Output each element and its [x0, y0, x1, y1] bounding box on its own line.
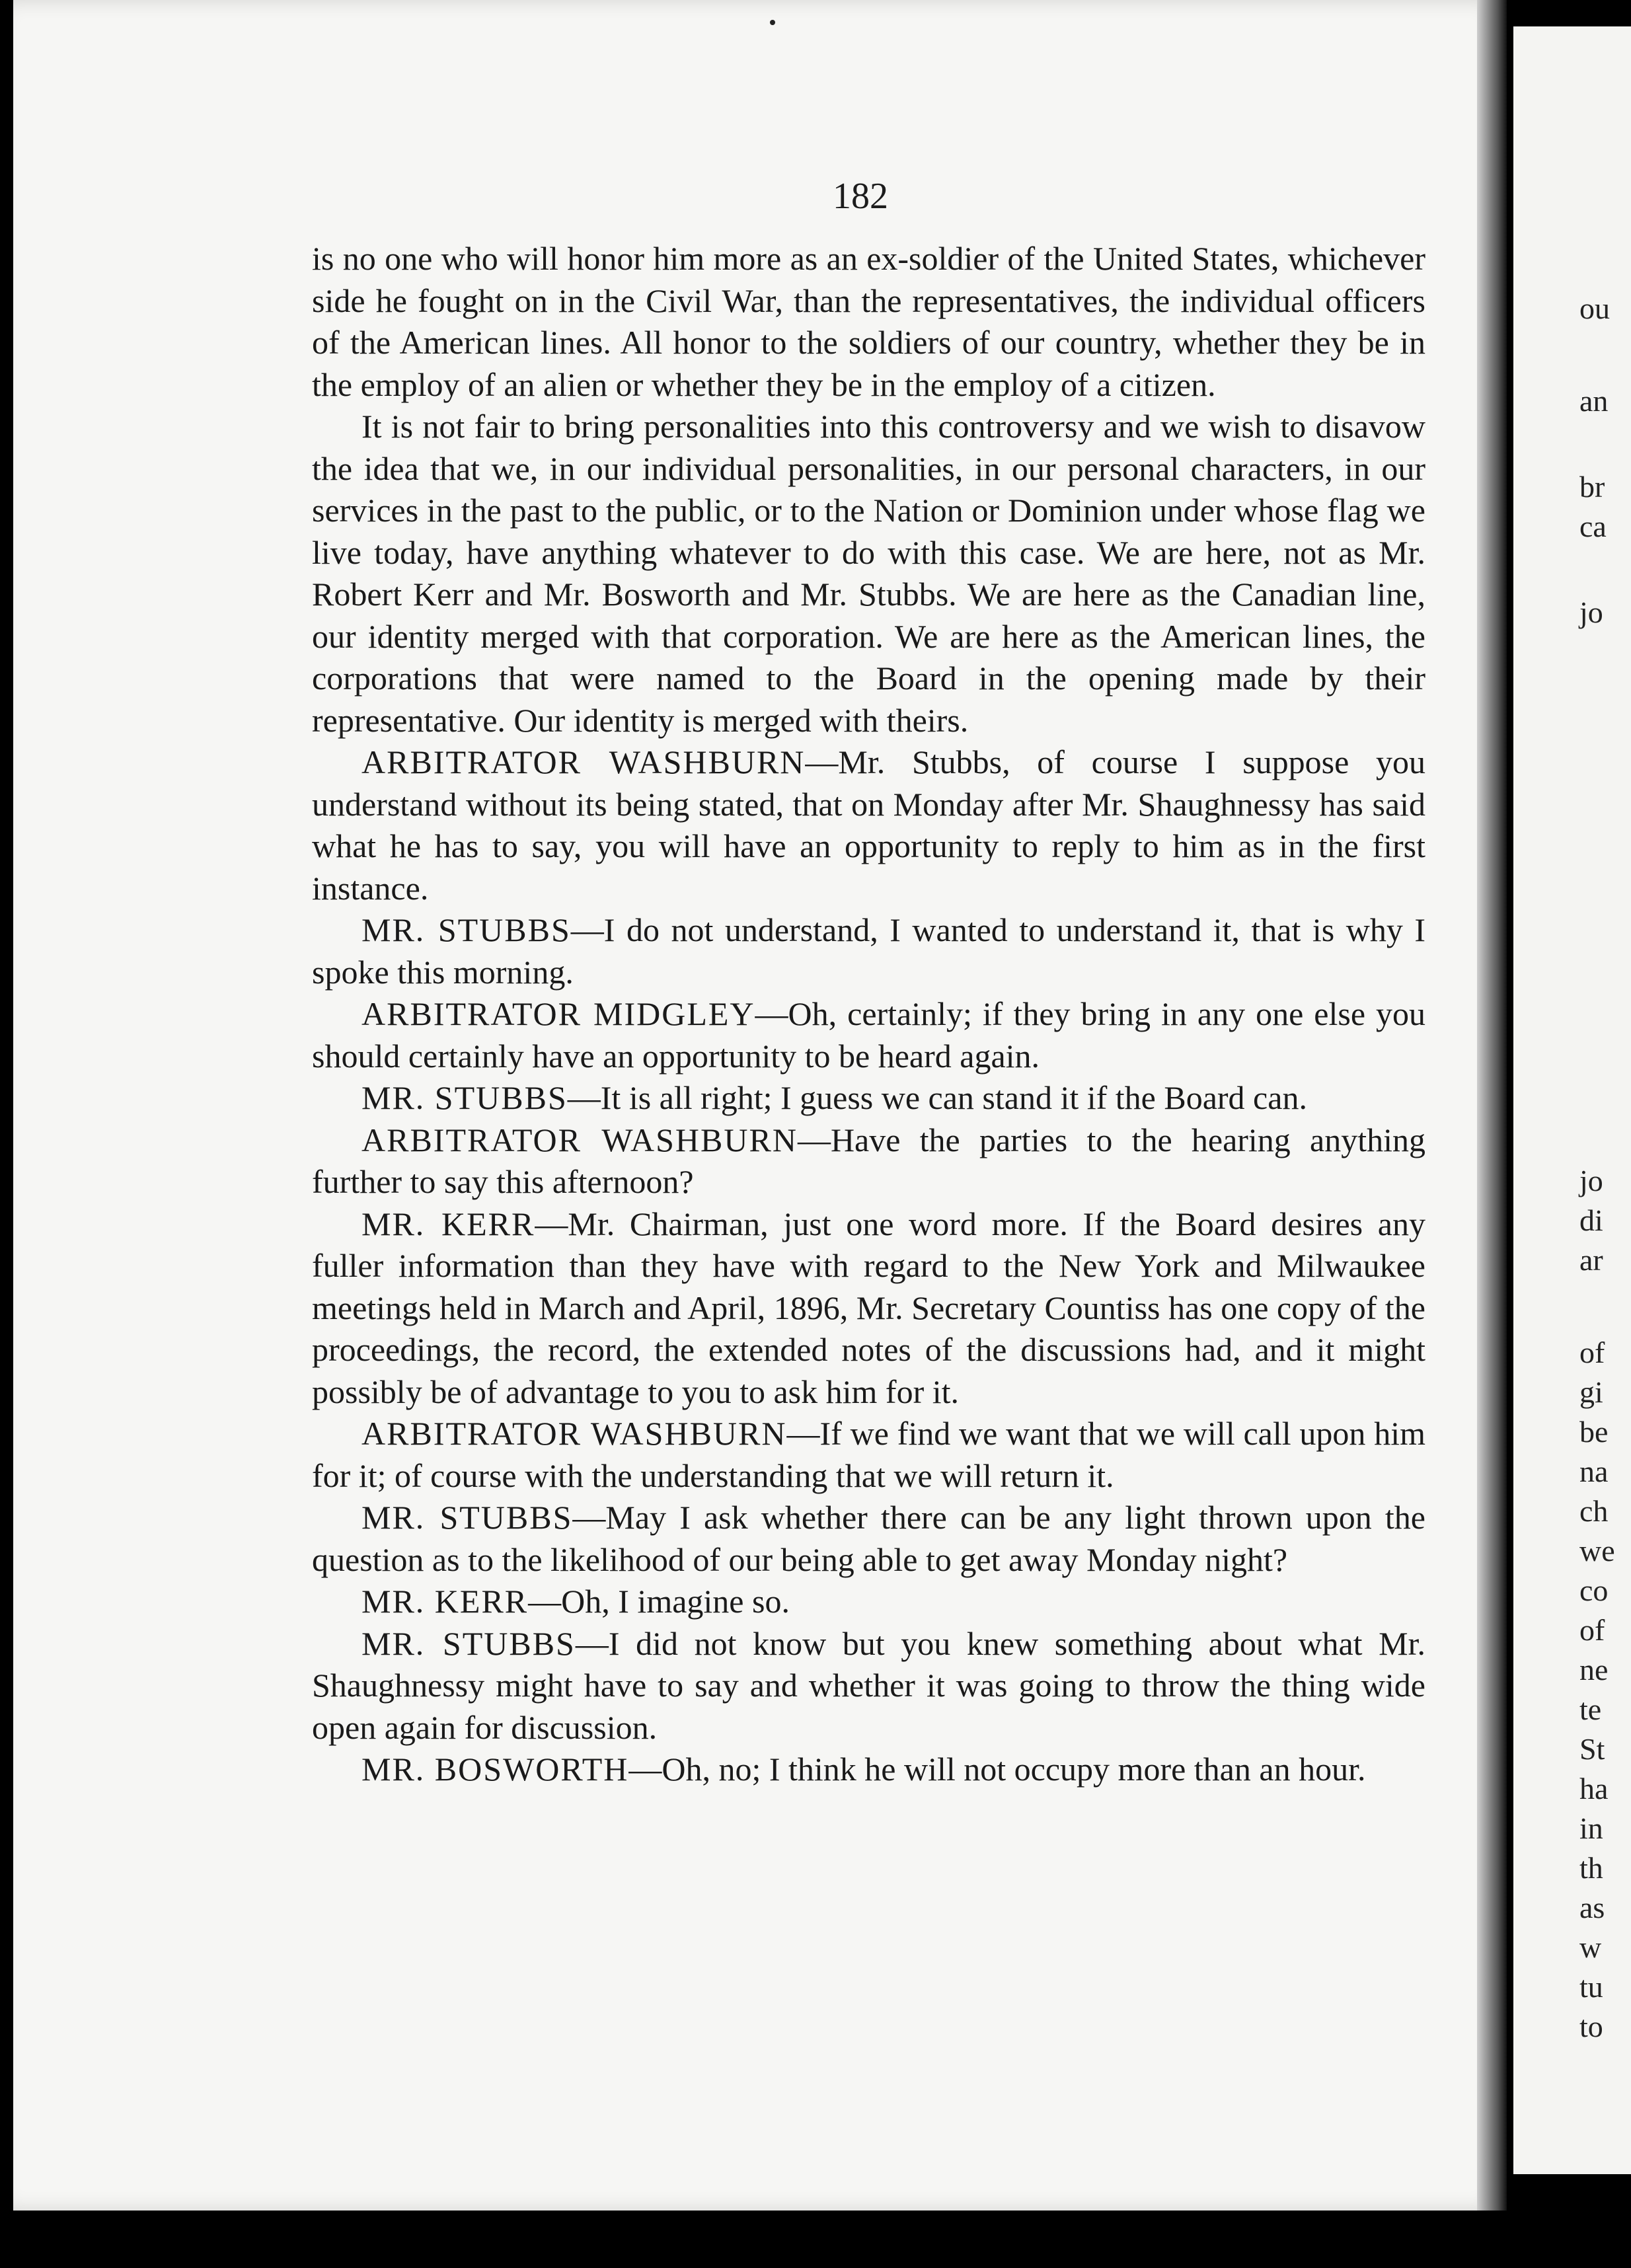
right-page-fragment: na [1579, 1455, 1609, 1488]
paragraph-text: is no one who will honor him more as an ex-soldier of the United States, whichever side he fought on in the Civil War, than the representatives, the individual officers of the American lines. All honor to the soldiers of our country, whether they be in the employ of an alien or whether they be in the employ of a citizen. [312, 240, 1425, 403]
speaker-name: MR. KERR [361, 1583, 529, 1620]
right-page-fragment: an [1579, 384, 1609, 418]
paragraph [312, 909, 1425, 993]
right-page-fragment: gi [1579, 1375, 1603, 1409]
paragraph [312, 1581, 1425, 1623]
speaker-name: ARBITRATOR WASHBURN [361, 1415, 787, 1452]
paragraph-text: It is not fair to bring personalities into this controversy and we wish to disavow the idea that we, in our individual personalities, in our personal characters, in our services in the past to the public, or to the Nation or Dominion under whose flag we live today, have anything whatever to do with this case. We are here, not as Mr. Robert Kerr and Mr. Bosworth and Mr. Stubbs. We are here as the Canadian line, our identity merged with that corporation. We are here as the American lines, the corporations that were named to the Board in the opening made by their representative. Our identity is merged with theirs. [312, 408, 1425, 739]
right-page-fragment: St [1579, 1732, 1605, 1766]
right-page-edge [1513, 26, 1631, 2174]
right-page-fragment: we [1579, 1534, 1615, 1568]
right-page-fragment: di [1579, 1203, 1603, 1237]
speaker-name: MR. STUBBS [361, 1079, 568, 1116]
book-spine [1477, 0, 1507, 2211]
paragraph-text: —Have the parties to the hearing anything further to say this afternoon? [312, 1121, 1426, 1200]
paragraph-text: —May I ask whether there can be any light thrown upon the question as to the likelihood of our being able to get away Monday night? [312, 1499, 1426, 1578]
right-page-fragment: ha [1579, 1772, 1609, 1805]
ink-dot [770, 20, 775, 25]
paragraph-text: —Mr. Stubbs, of course I suppose you understand without its being stated, that on Monday after Mr. Shaughnessy has said what he has to say, you will have an opportunity to reply to him as in the first instance. [312, 743, 1425, 907]
right-page-fragment: tu [1579, 1970, 1603, 2004]
right-page-fragment: br [1579, 470, 1605, 504]
speaker-name: MR. BOSWORTH [361, 1751, 629, 1788]
right-page-fragment: ne [1579, 1653, 1609, 1686]
speaker-name: ARBITRATOR WASHBURN [361, 1121, 798, 1158]
paragraph-text: —Mr. Chairman, just one word more. If the Board desires any fuller information than they have with regard to the New York and Milwaukee meetings held in March and April, 1896, Mr. Secretary Countiss has one copy of the proceedings, the record, the extended notes of the discussions had, and it might possibly be of advantage to you to ask him for it. [312, 1205, 1425, 1410]
right-page-fragment: of [1579, 1336, 1605, 1369]
right-page-fragment: as [1579, 1891, 1605, 1924]
body-text [312, 238, 1425, 1791]
right-page-fragment: jo [1579, 595, 1603, 629]
paragraph [312, 238, 1425, 406]
paragraph [312, 1749, 1425, 1791]
right-page-fragment: in [1579, 1811, 1603, 1845]
speaker-name: ARBITRATOR WASHBURN [361, 743, 806, 780]
paragraph [312, 1119, 1425, 1203]
paragraph [312, 1413, 1425, 1497]
right-page-fragment: ou [1579, 291, 1610, 325]
paragraph-text: —Oh, I imagine so. [528, 1583, 790, 1620]
paragraph-text: —If we find we want that we will call upon him for it; of course with the understanding that we will return it. [312, 1415, 1426, 1494]
paragraph [312, 1077, 1425, 1119]
right-page-fragment: te [1579, 1692, 1602, 1726]
paragraph-text: —Oh, certainly; if they bring in any one else you should certainly have an opportunity to be heard again. [312, 995, 1425, 1075]
right-page-fragment: th [1579, 1851, 1603, 1885]
paragraph-text: —I did not know but you knew something about what Mr. Shaughnessy might have to say and whether it was going to throw the thing wide open again for discussion. [312, 1624, 1425, 1746]
right-page-fragment: ch [1579, 1494, 1609, 1528]
page-number: 182 [833, 176, 888, 217]
speaker-name: ARBITRATOR MIDGLEY [361, 995, 755, 1032]
right-page-fragment: co [1579, 1573, 1609, 1607]
paragraph [312, 406, 1425, 741]
right-page-fragment: be [1579, 1415, 1609, 1449]
paragraph-text: —Oh, no; I think he will not occupy more than an hour. [628, 1751, 1366, 1788]
speaker-name: MR. STUBBS [361, 1499, 573, 1536]
left-page [13, 0, 1507, 2211]
paragraph-text: —It is all right; I guess we can stand it if the Board can. [567, 1079, 1307, 1116]
right-page-fragment: jo [1579, 1164, 1603, 1197]
right-page-fragment: of [1579, 1613, 1605, 1647]
paragraph [312, 993, 1425, 1077]
speaker-name: MR. KERR [361, 1205, 535, 1242]
right-page-fragment: ca [1579, 510, 1607, 543]
paragraph-text: —I do not understand, I wanted to understand it, that is why I spoke this morning. [312, 911, 1425, 991]
right-page-fragment: to [1579, 2010, 1603, 2043]
paragraph [312, 741, 1425, 909]
right-page-fragment: w [1579, 1930, 1602, 1964]
paragraph [312, 1497, 1425, 1581]
paragraph [312, 1623, 1425, 1749]
speaker-name: MR. STUBBS [361, 911, 571, 948]
speaker-name: MR. STUBBS [361, 1624, 576, 1662]
right-page-fragment: ar [1579, 1243, 1603, 1277]
paragraph [312, 1203, 1425, 1414]
